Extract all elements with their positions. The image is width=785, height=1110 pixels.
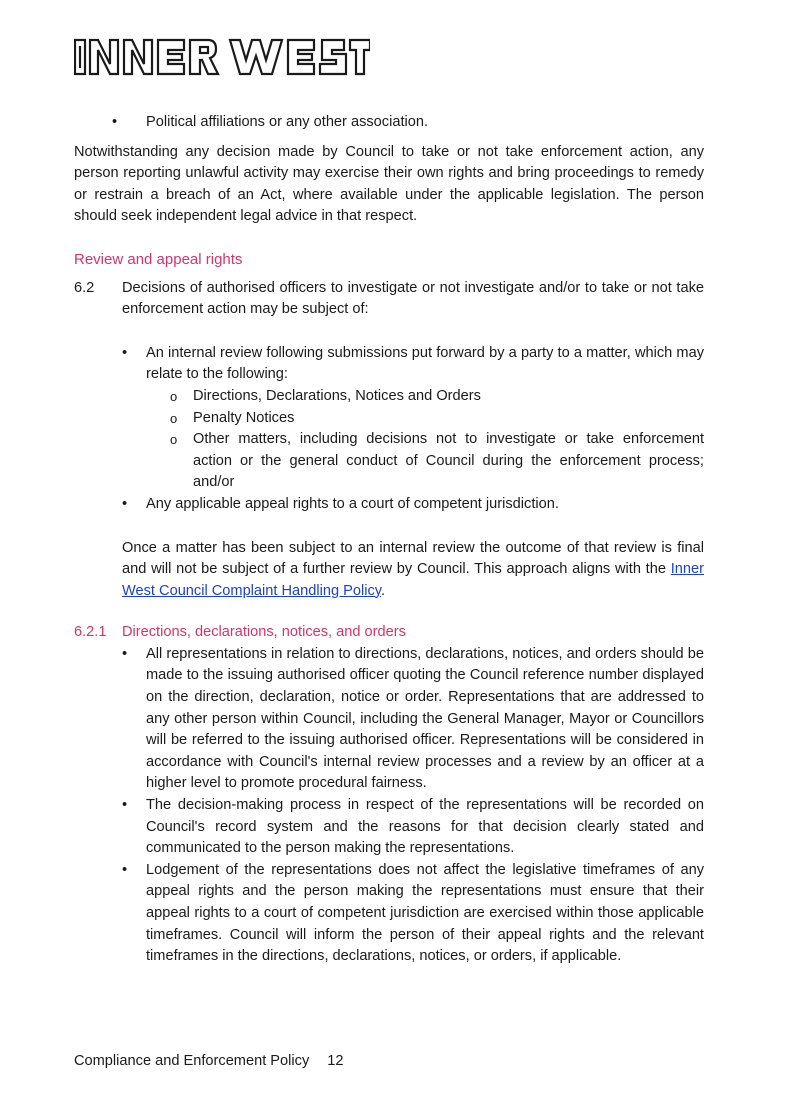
list-item	[74, 644, 704, 795]
list-item	[74, 494, 704, 516]
section-title: Directions, declarations, notices, and orders	[122, 624, 406, 641]
sub-bullet-marker: o	[170, 388, 178, 404]
bullet-marker: •	[122, 344, 128, 361]
sub-list-item	[74, 386, 704, 408]
review-heading: Review and appeal rights	[74, 250, 243, 268]
clause-text: Decisions of authorised officers to investigate or not investigate and/or to take or not take enforcement action may be subject of:	[122, 279, 704, 318]
complaint-policy-link[interactable]: Inner West Council Complaint Handling Policy	[122, 561, 704, 599]
section-6-2-1-heading	[74, 622, 704, 644]
bullet-marker: •	[122, 645, 128, 662]
list-item	[74, 795, 704, 860]
bullet-marker: •	[122, 861, 128, 878]
inner-west-logo	[74, 38, 370, 76]
review-list	[74, 343, 704, 516]
closing-text: Once a matter has been subject to an internal review the outcome of that review is final and will not be subject of a further review by Council. This approach aligns with the	[122, 539, 704, 578]
sub-list-item	[74, 408, 704, 430]
page-number: 12	[327, 1053, 344, 1069]
sub-list-item-text: Penalty Notices	[193, 409, 295, 426]
spacer	[74, 321, 704, 343]
page-footer	[74, 1051, 343, 1073]
list-item	[74, 860, 704, 968]
list-item-text: An internal review following submissions put forward by a party to a matter, which may relate to the following:	[146, 344, 704, 383]
bullet-marker: •	[122, 495, 128, 512]
list-item-text: Any applicable appeal rights to a court of competent jurisdiction.	[146, 495, 559, 512]
review-closing-paragraph	[74, 538, 704, 603]
sub-bullet-marker: o	[170, 410, 178, 426]
sub-list-item-text: Directions, Declarations, Notices and Orders	[193, 387, 481, 404]
document-body	[74, 112, 704, 968]
clause-number: 6.2	[74, 279, 95, 296]
bullet-marker: •	[122, 797, 128, 814]
sub-bullet-marker: o	[170, 432, 178, 448]
list-item-text: All representations in relation to directions, declarations, notices, and orders should be made to the issuing authorised officer quoting the Council reference number displayed on the direction, declaration, notice or order. Representations that are addressed to any other person within Council, including the General Manager, Mayor or Councillors will be referred to the issuing authorised officer. Representations will be considered in accordance with Council's internal review processes and a review by an officer at a higher level to promote procedural fairness.	[146, 645, 704, 792]
intro-bullet-text: Political affiliations or any other association.	[146, 114, 429, 130]
closing-text-end: .	[381, 582, 386, 599]
clause-6-2	[74, 278, 704, 321]
bullet-marker: •	[112, 114, 118, 130]
list-item-text: The decision-making process in respect of the representations will be recorded on Council's record system and the reasons for that decision clearly stated and communicated to the person making the representations.	[146, 797, 704, 857]
sub-list-item	[74, 429, 704, 494]
sub-list-item-text: Other matters, including decisions not to investigate or take enforcement action or the general conduct of Council during the enforcement process; and/or	[193, 431, 704, 491]
footer-title: Compliance and Enforcement Policy	[74, 1053, 310, 1069]
list-item-text: Lodgement of the representations does not affect the legislative timeframes of any appeal rights and the person making the representations must ensure that their appeal rights to a court of competent jurisdiction are exercised within those applicable timeframes. Council will inform the person of their appeal rights and the relevant timeframes in the directions, declarations, notices, or orders, if applicable.	[146, 861, 704, 965]
list-item	[74, 343, 704, 386]
spacer	[74, 516, 704, 538]
section-number: 6.2.1	[74, 624, 107, 641]
intro-bullet	[74, 112, 704, 134]
intro-paragraph: Notwithstanding any decision made by Council to take or not take enforcement action, any person reporting unlawful activity may exercise their own rights and bring proceedings to remedy or restrain a breach of an Act, where available under the applicable legislation. The person should seek independent legal advice in that respect.	[74, 143, 704, 225]
directions-list	[74, 644, 704, 968]
